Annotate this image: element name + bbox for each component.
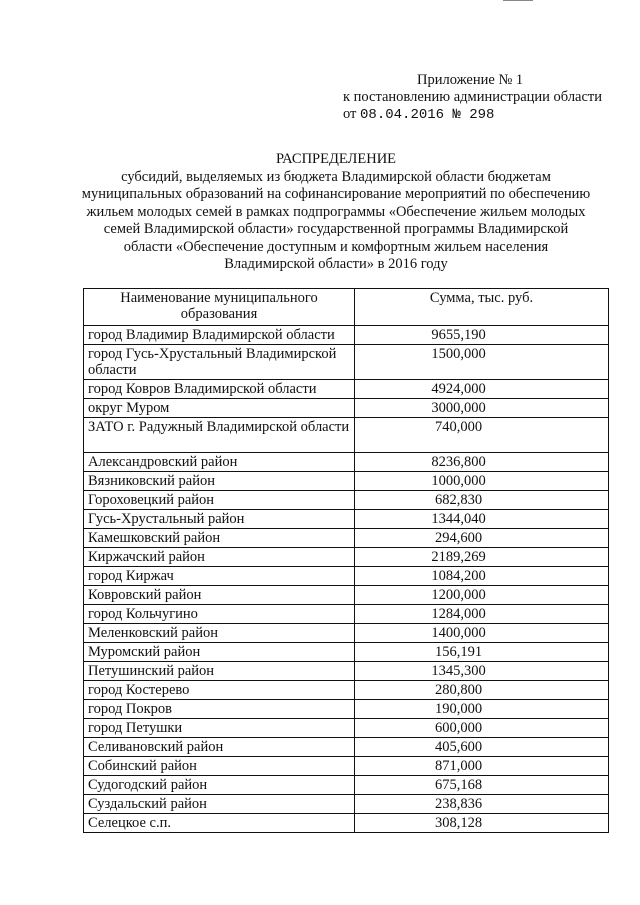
row-sum: 1344,040 [355,510,609,529]
row-name: ЗАТО г. Радужный Владимирской области [84,418,355,453]
table-row [84,662,609,681]
row-name: Киржачский район [84,548,355,567]
annex-date-line [343,106,602,124]
row-name: город Костерево [84,681,355,700]
row-sum: 1200,000 [355,586,609,605]
row-name: округ Муром [84,399,355,418]
table-row [84,624,609,643]
table-row [84,453,609,472]
row-sum: 675,168 [355,776,609,795]
row-name: город Покров [84,700,355,719]
row-sum: 4924,000 [355,380,609,399]
annex-reference: к постановлению администрации области [343,89,603,105]
title-line: муниципальных образований на софинансирование мероприятий по обеспечению [81,186,591,202]
row-name: Вязниковский район [84,472,355,491]
table-row [84,399,609,418]
row-name: Судогодский район [84,776,355,795]
annex-header [343,72,602,124]
annex-date-prefix: от [343,106,357,122]
title-line: области «Обеспечение доступным и комфортным жильем населения [123,238,549,255]
row-sum: 1345,300 [355,662,609,681]
row-name: Гусь-Хрустальный район [84,510,355,529]
table-row [84,345,609,380]
row-name: Меленковский район [84,624,355,643]
title-line: Владимирской области» в 2016 году [224,256,448,272]
row-sum: 1400,000 [355,624,609,643]
row-name: Собинский район [84,757,355,776]
table-row [84,681,609,700]
table-row [84,529,609,548]
row-name: Петушинский район [84,662,355,681]
row-name: Камешковский район [84,529,355,548]
row-sum: 3000,000 [355,399,609,418]
row-sum: 190,000 [355,700,609,719]
row-sum: 1500,000 [355,345,609,380]
row-name: Селивановский район [84,738,355,757]
table-row [84,738,609,757]
table-row [84,510,609,529]
row-name: Суздальский район [84,795,355,814]
row-sum: 156,191 [355,643,609,662]
title-line: жильем молодых семей в рамках подпрограммы «Обеспечение жильем молодых [86,203,586,220]
table-row [84,567,609,586]
title-heading: РАСПРЕДЕЛЕНИЕ [275,151,397,167]
row-name: город Петушки [84,719,355,738]
table-row [84,700,609,719]
row-name: Селецкое с.п. [84,814,355,833]
row-name: город Владимир Владимирской области [84,326,355,345]
row-sum: 294,600 [355,529,609,548]
distribution-table [83,288,609,833]
row-sum: 308,128 [355,814,609,833]
row-sum: 1000,000 [355,472,609,491]
row-sum: 2189,269 [355,548,609,567]
row-name: город Киржач [84,567,355,586]
table-row [84,605,609,624]
table-header-row [84,289,609,326]
table-row [84,757,609,776]
annex-number: Приложение № 1 [417,72,524,88]
row-sum: 600,000 [355,719,609,738]
row-name: город Ковров Владимирской области [84,380,355,399]
row-sum: 238,836 [355,795,609,814]
row-sum: 871,000 [355,757,609,776]
table-row [84,380,609,399]
row-sum: 1084,200 [355,567,609,586]
scan-mark [503,0,533,1]
document-title [76,151,596,274]
table-row [84,586,609,605]
table-row [84,472,609,491]
table-row [84,326,609,345]
row-sum: 280,800 [355,681,609,700]
row-name: Александровский район [84,453,355,472]
table-row [84,491,609,510]
table-row [84,814,609,833]
row-sum: 740,000 [355,418,609,453]
row-name: Ковровский район [84,586,355,605]
table-row [84,719,609,738]
title-line: субсидий, выделяемых из бюджета Владимирской области бюджетам [121,168,551,185]
header-sum: Сумма, тыс. руб. [355,289,609,326]
row-name: Муромский район [84,643,355,662]
title-line: семей Владимирской области» государственной программы Владимирской [103,221,569,237]
annex-date-number: 08.04.2016 № 298 [360,107,495,123]
table-row [84,418,609,453]
row-sum: 682,830 [355,491,609,510]
table-row [84,643,609,662]
row-sum: 8236,800 [355,453,609,472]
header-name: Наименование муниципального образования [84,289,355,326]
row-name: город Кольчугино [84,605,355,624]
row-sum: 1284,000 [355,605,609,624]
row-name: город Гусь-Хрустальный Владимирской области [84,345,355,380]
table-row [84,795,609,814]
row-sum: 9655,190 [355,326,609,345]
table-row [84,776,609,795]
table-row [84,548,609,567]
row-sum: 405,600 [355,738,609,757]
row-name: Гороховецкий район [84,491,355,510]
